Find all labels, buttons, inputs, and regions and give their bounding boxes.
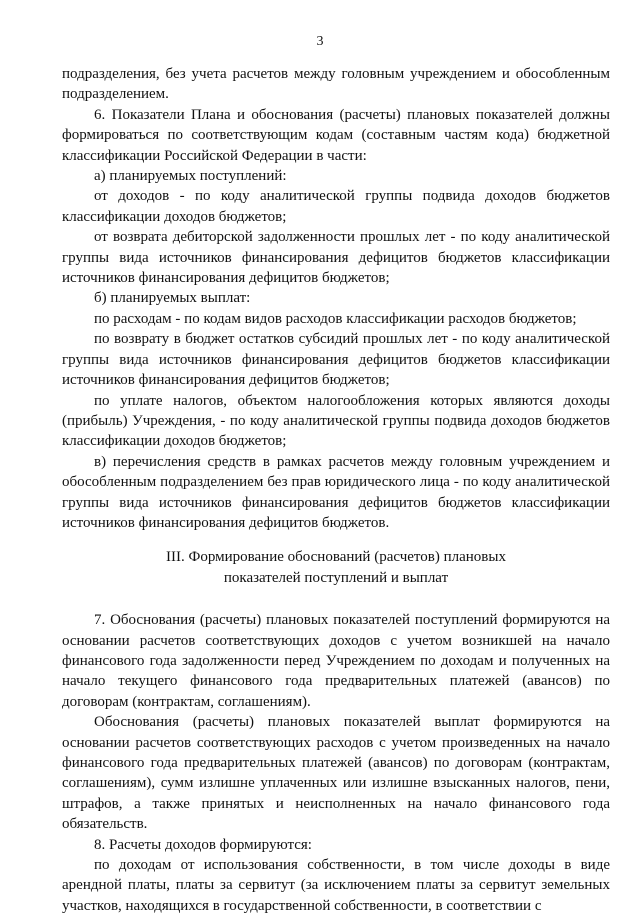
paragraph: 6. Показатели Плана и обоснования (расчеты) плановых показателей должны формироваться по соответствующим кодам (составным частям кода) бюджетной классификации Российской Федерации в части: — [62, 106, 610, 164]
paragraph: б) планируемых выплат: — [94, 290, 251, 307]
paragraph: подразделения, без учета расчетов между головным учреждением и обособленным подразделением. — [62, 66, 610, 103]
paragraph: по расходам - по кодам видов расходов классификации расходов бюджетов; — [94, 310, 577, 327]
paragraph: по уплате налогов, объектом налогообложения которых являются доходы (прибыль) Учреждения, - по коду аналитической группы подвида доходов бюджетов классификации доходов бюджетов; — [62, 392, 610, 450]
section-heading-line: показателей поступлений и выплат — [223, 569, 449, 586]
document-body — [62, 64, 610, 916]
section-heading — [62, 547, 610, 588]
paragraph: Обоснования (расчеты) плановых показателей выплат формируются на основании расчетов соответствующих расходов с учетом произведенных на начало финансового года предварительных платежей (авансов) по договорам (контрактам, соглашениям), сумм излишне уплаченных или излишне взысканных налогов, пени, штрафов, а также принятых и неисполненных на начало финансового года обязательств. — [62, 714, 610, 833]
paragraph: в) перечисления средств в рамках расчетов между головным учреждением и обособленным подразделением без прав юридического лица - по коду аналитической группы вида источников финансирования дефицитов бюджетов классификации источников финансирования дефицитов бюджетов. — [62, 453, 610, 531]
paragraph: по доходам от использования собственности, в том числе доходы в виде арендной платы, платы за сервитут (за исключением платы за сервитут земельных участков, находящихся в государственной собственности, в соответствии с — [62, 857, 610, 914]
paragraph: по возврату в бюджет остатков субсидий прошлых лет - по коду аналитической группы вида источников финансирования дефицитов бюджетов классификации источников финансирования дефицитов бюджетов; — [62, 331, 610, 389]
section-heading-line: III. Формирование обоснований (расчетов) плановых — [166, 549, 506, 566]
paragraph: от возврата дебиторской задолженности прошлых лет - по коду аналитической группы вида источников финансирования дефицитов бюджетов классификации источников финансирования дефицитов бюджетов; — [62, 229, 610, 287]
paragraph: а) планируемых поступлений: — [94, 168, 287, 185]
paragraph: от доходов - по коду аналитической группы подвида доходов бюджетов классификации доходов бюджетов; — [62, 188, 610, 225]
paragraph: 7. Обоснования (расчеты) плановых показателей поступлений формируются на основании расчетов соответствующих доходов с учетом возникшей на начало финансового года задолженности перед Учреждением по доходам и полученных на начало текущего финансового года предварительных платежей (авансов) по договорам (контрактам, соглашениям). — [62, 612, 610, 710]
paragraph: 8. Расчеты доходов формируются: — [94, 836, 312, 853]
page-number: 3 — [316, 34, 324, 49]
